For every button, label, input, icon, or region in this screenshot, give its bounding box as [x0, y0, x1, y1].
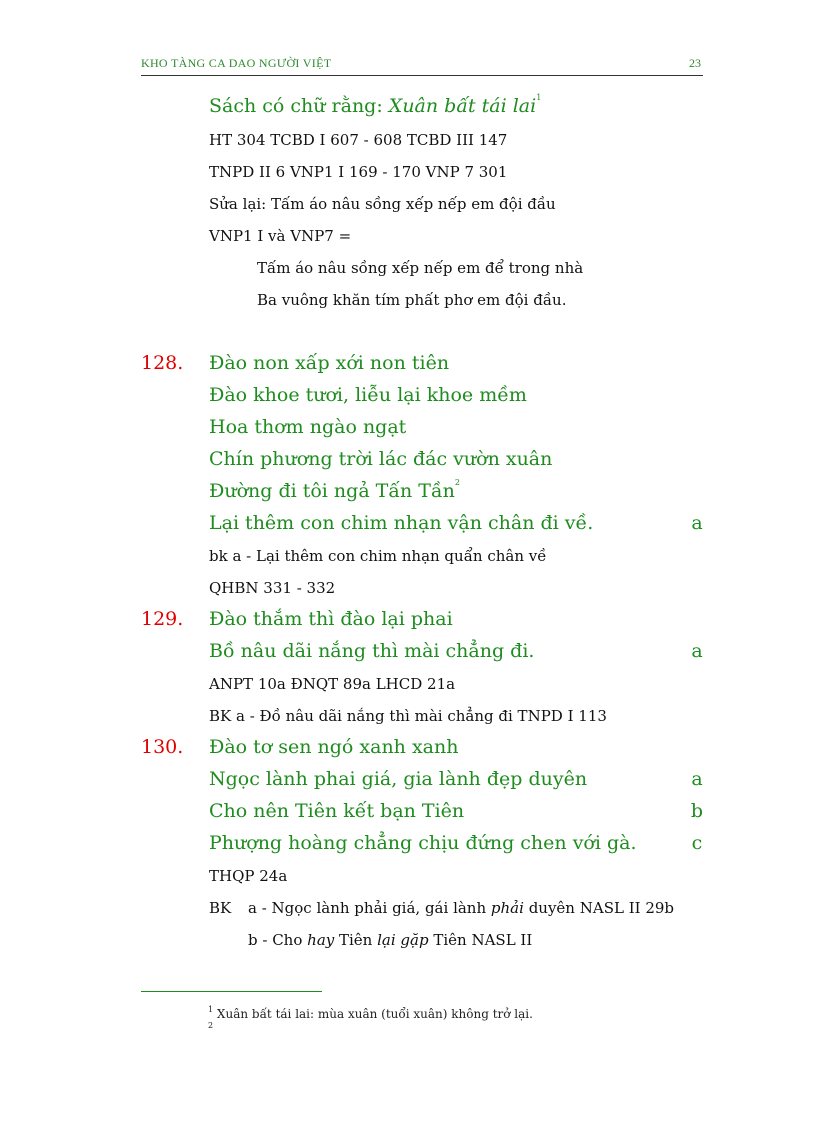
verse-line: Phượng hoàng chẳng chịu đứng chen với gà.	[209, 832, 637, 854]
footnote-1	[208, 1007, 533, 1021]
variant-text: b - Cho	[248, 931, 308, 949]
variant-verse-line: Ba vuông khăn tím phất phơ em đội đầu.	[257, 291, 567, 309]
verse-line: Lại thêm con chim nhạn vận chân đi về.	[209, 512, 594, 534]
footnote-ref-2: 2	[454, 478, 460, 487]
verse-line: Chín phương trời lác đác vườn xuân	[209, 448, 553, 470]
verse-line: Bồ nâu dãi nắng thì mài chẳng đi.	[209, 640, 535, 662]
book-note-italic: Xuân bất tái lai	[388, 95, 537, 117]
verse-line	[209, 480, 460, 502]
book-note-line	[209, 95, 541, 117]
variant-marker: b	[690, 800, 704, 822]
footnote-number: 1	[208, 1005, 214, 1014]
variant-marker: a	[691, 512, 703, 534]
variant-note-b	[248, 931, 532, 949]
running-header-title: KHO TÀNG CA DAO NGƯỜI VIỆT	[141, 56, 332, 70]
verse-line: Cho nên Tiên kết bạn Tiên	[209, 800, 465, 822]
book-note-prefix: Sách có chữ rằng:	[209, 95, 389, 117]
source-ref-line: ANPT 10a ĐNQT 89a LHCD 21a	[209, 675, 456, 693]
bk-label: BK	[209, 899, 232, 917]
entry-number: 128.	[141, 352, 184, 374]
variant-italic: phải	[490, 899, 524, 917]
variant-note-a	[248, 899, 674, 917]
variant-source-line: VNP1 I và VNP7 =	[209, 227, 352, 245]
footnote-2	[208, 1023, 213, 1037]
entry-number: 129.	[141, 608, 184, 630]
variant-note-line: BK a - Đồ nâu dãi nắng thì mài chẳng đi TNPD I 113	[209, 707, 607, 725]
variant-text: a - Ngọc lành phải giá, gái lành	[248, 899, 491, 917]
correction-line: Sửa lại: Tấm áo nâu sồng xếp nếp em đội đầu	[209, 195, 556, 213]
footnote-text: Xuân bất tái lai: mùa xuân (tuổi xuân) không trở lại.	[216, 1007, 533, 1021]
page-number: 23	[689, 56, 701, 70]
variant-text: Tiên	[334, 931, 378, 949]
variant-note-line: bk a - Lại thêm con chim nhạn quẩn chân về	[209, 547, 547, 565]
variant-text: Tiên NASL II	[428, 931, 533, 949]
header-rule	[141, 75, 703, 76]
source-ref-line: QHBN 331 - 332	[209, 579, 336, 597]
verse-line: Hoa thơm ngào ngạt	[209, 416, 407, 438]
source-ref-line: HT 304 TCBD I 607 - 608 TCBD III 147	[209, 131, 508, 149]
variant-verse-line: Tấm áo nâu sồng xếp nếp em để trong nhà	[257, 259, 584, 277]
source-ref-line: TNPD II 6 VNP1 I 169 - 170 VNP 7 301	[209, 163, 508, 181]
entry-number: 130.	[141, 736, 184, 758]
verse-text: Đường đi tôi ngả Tấn Tần	[209, 480, 455, 502]
footnote-number: 2	[208, 1021, 214, 1030]
footnote-rule	[141, 991, 322, 992]
verse-line: Đào non xấp xới non tiên	[209, 352, 450, 374]
verse-line: Đào khoe tươi, liễu lại khoe mềm	[209, 384, 527, 406]
variant-marker: c	[691, 832, 703, 854]
variant-italic: lại gặp	[377, 931, 429, 949]
verse-line: Ngọc lành phai giá, gia lành đẹp duyên	[209, 768, 588, 790]
variant-marker: a	[691, 768, 703, 790]
variant-italic: hay	[307, 931, 335, 949]
verse-line: Đào tơ sen ngó xanh xanh	[209, 736, 459, 758]
source-ref-line: THQP 24a	[209, 867, 288, 885]
variant-text: duyên NASL II 29b	[523, 899, 675, 917]
variant-marker: a	[691, 640, 703, 662]
footnote-ref-1: 1	[536, 93, 542, 102]
verse-line: Đào thắm thì đào lại phai	[209, 608, 453, 630]
